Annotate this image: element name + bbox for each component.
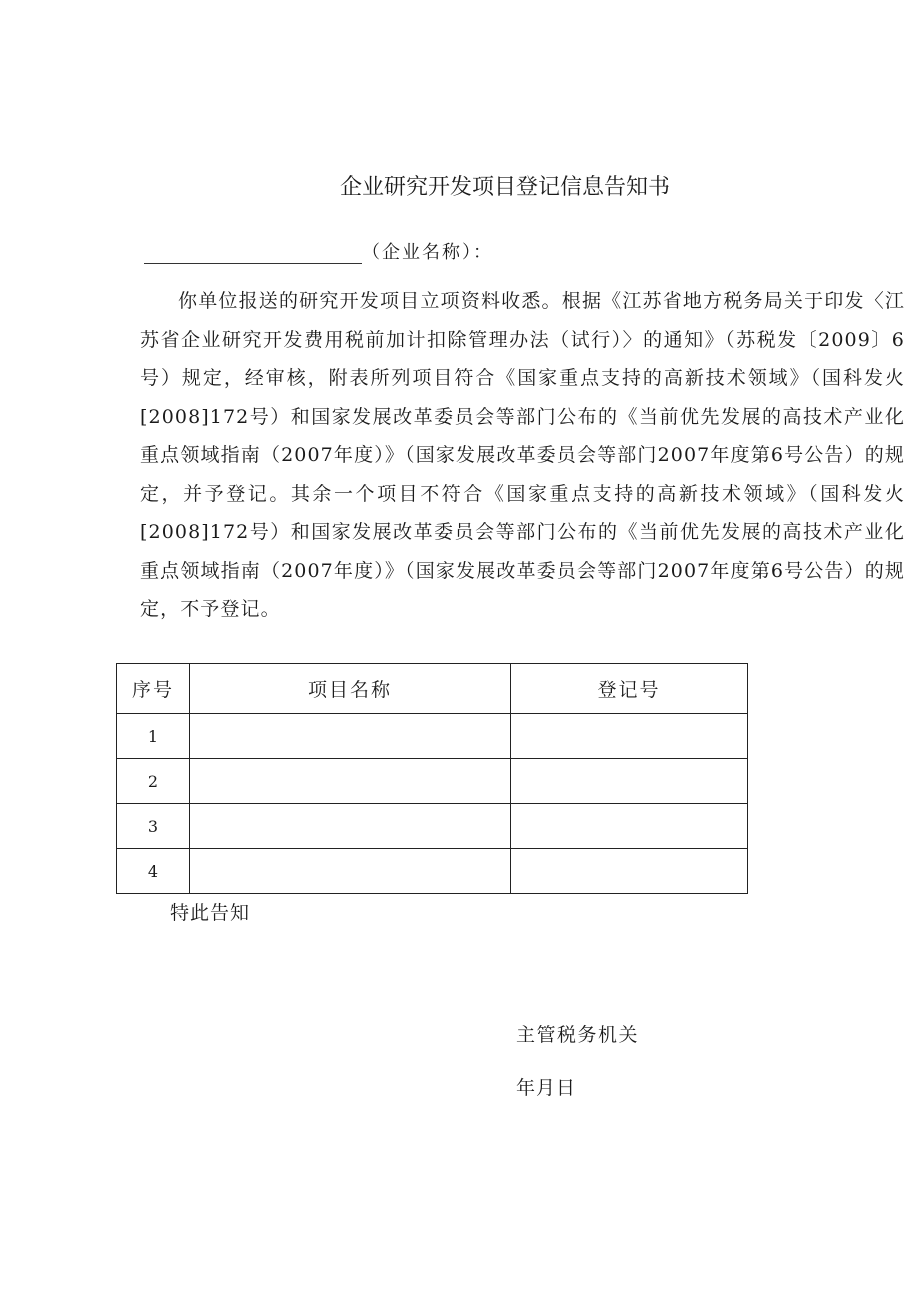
row-registration-number <box>511 714 748 759</box>
header-registration-number: 登记号 <box>511 664 748 714</box>
row-serial-number: 1 <box>117 714 190 759</box>
row-project-name <box>190 849 511 894</box>
addressee-suffix: （企业名称）： <box>362 242 493 263</box>
header-serial-number: 序号 <box>117 664 190 714</box>
company-name-blank <box>144 241 362 264</box>
row-registration-number <box>511 759 748 804</box>
document-title: 企业研究开发项目登记信息告知书 <box>339 175 670 200</box>
table-row <box>117 804 748 849</box>
row-project-name <box>190 804 511 849</box>
table-row <box>117 759 748 804</box>
row-serial-number: 4 <box>117 849 190 894</box>
registration-table <box>116 663 748 894</box>
table-header-row <box>117 664 748 714</box>
table-row <box>117 714 748 759</box>
table-row <box>117 849 748 894</box>
addressee-line <box>144 238 493 264</box>
row-project-name <box>190 714 511 759</box>
row-registration-number <box>511 849 748 894</box>
notice-body: 你单位报送的研究开发项目立项资料收悉。根据《江苏省地方税务局关于印发〈江苏省企业研究开发费用税前加计扣除管理办法（试行）〉的通知》（苏税发〔2009〕6号）规定，经审核，附表所列项目符合《国家重点支持的高新技术领域》（国科发火[2008]172号）和国家发展改革委员会等部门公布的《当前优先发展的高技术产业化重点领域指南（2007年度）》（国家发展改革委员会等部门2007年度第6号公告）的规定，并予登记。其余一个项目不符合《国家重点支持的高新技术领域》（国科发火[2008]172号）和国家发展改革委员会等部门公布的《当前优先发展的高技术产业化重点领域指南（2007年度）》（国家发展改革委员会等部门2007年度第6号公告）的规定，不予登记。 <box>140 290 905 620</box>
row-project-name <box>190 759 511 804</box>
issue-date: 年月日 <box>516 1077 577 1099</box>
row-registration-number <box>511 804 748 849</box>
row-serial-number: 3 <box>117 804 190 849</box>
issuing-authority: 主管税务机关 <box>516 1024 640 1046</box>
header-project-name: 项目名称 <box>190 664 511 714</box>
closing-phrase: 特此告知 <box>170 902 251 924</box>
row-serial-number: 2 <box>117 759 190 804</box>
